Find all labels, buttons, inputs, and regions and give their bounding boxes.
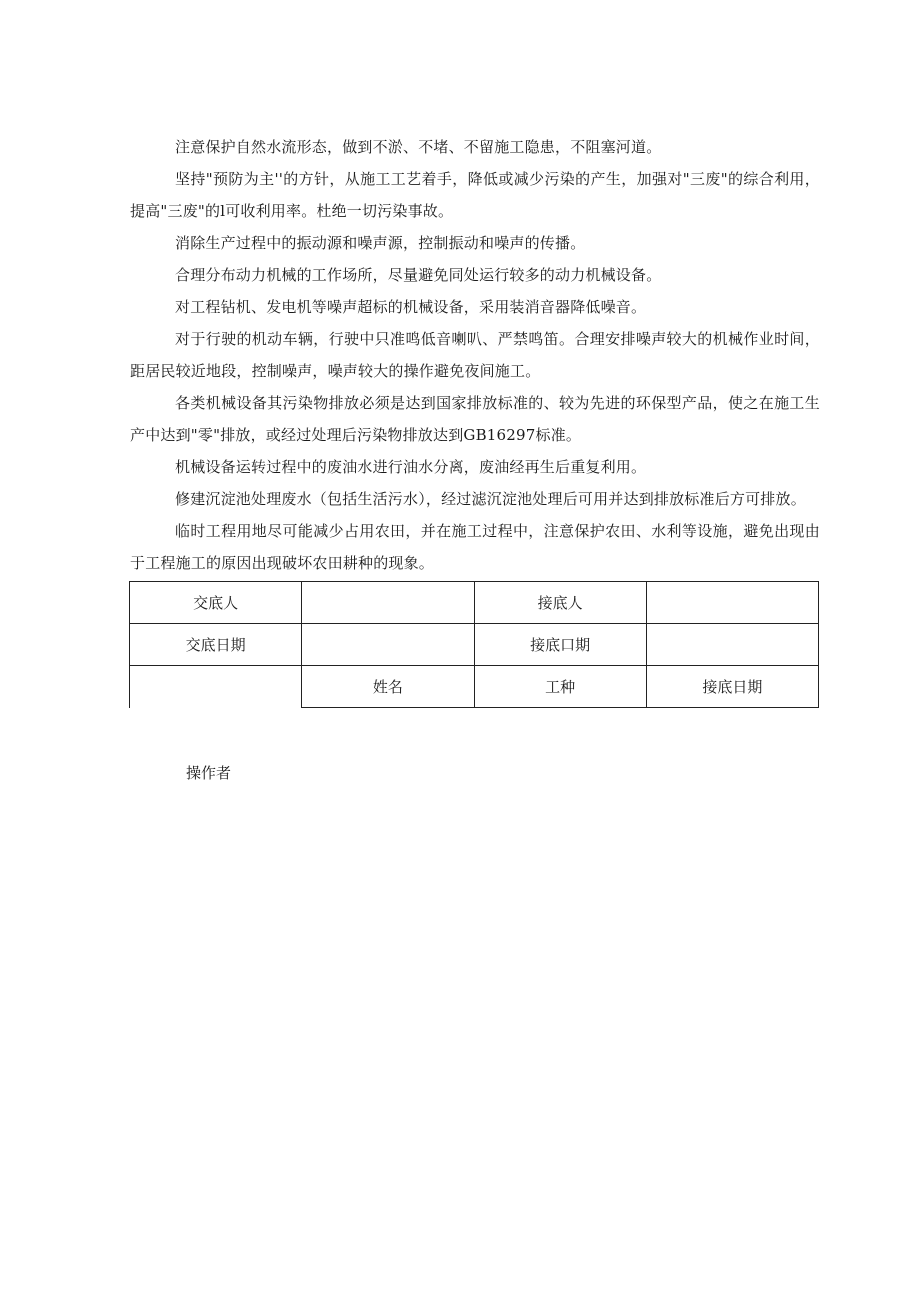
handover-table [129,581,819,708]
receive-date-header: 接底日期 [646,666,818,708]
table-row [130,582,819,624]
paragraph-6: 对于行驶的机动车辆，行驶中只准鸣低音喇叭、严禁鸣笛。合理安排噪声较大的机械作业时间，距居民较近地段，控制噪声，噪声较大的操作避免夜间施工。 [130,330,820,380]
paragraph-2: 坚持"预防为主''的方针，从施工工艺着手，降低或减少污染的产生，加强对"三废"的综合利用，提高"三废"的l可收利用率。杜绝一切污染事故。 [130,170,820,220]
row-header-cell [130,666,302,708]
paragraph-7: 各类机械设备其污染物排放必须是达到国家排放标准的、较为先进的环保型产品，使之在施工生产中达到"零"排放，或经过处理后污染物排放达到GB16297标准。 [130,394,820,444]
paragraph-9: 修建沉淀池处理废水（包括生活污水），经过滤沉淀池处理后可用并达到排放标准后方可排放。 [175,490,806,508]
handover-date-label: 交底日期 [130,624,302,666]
receiver-person-label: 接底人 [474,582,646,624]
paragraph-1: 注意保护自然水流形态，做到不淤、不堵、不留施工隐患，不阻塞河道。 [175,138,662,156]
receiver-person-value [646,582,818,624]
name-header: 姓名 [302,666,474,708]
table-row [130,666,819,708]
handover-person-value [302,582,474,624]
paragraph-5: 对工程钻机、发电机等噪声超标的机械设备，采用装消音器降低噪音。 [175,298,647,316]
paragraph-4: 合理分布动力机械的工作场所，尽量避免同处运行较多的动力机械设备。 [175,266,662,284]
handover-date-value [302,624,474,666]
table-row [130,624,819,666]
receive-date-value [646,624,818,666]
paragraph-8: 机械设备运转过程中的废油水进行油水分离，废油经再生后重复利用。 [175,458,647,476]
handover-person-label: 交底人 [130,582,302,624]
paragraph-10: 临时工程用地尽可能减少占用农田，并在施工过程中，注意保护农田、水利等设施，避免出现由于工程施工的原因出现破坏农田耕种的现象。 [130,522,820,572]
operator-label: 操作者 [186,764,232,782]
paragraph-3: 消除生产过程中的振动源和噪声源，控制振动和噪声的传播。 [175,234,586,252]
receive-date-label: 接底口期 [474,624,646,666]
job-type-header: 工种 [474,666,646,708]
